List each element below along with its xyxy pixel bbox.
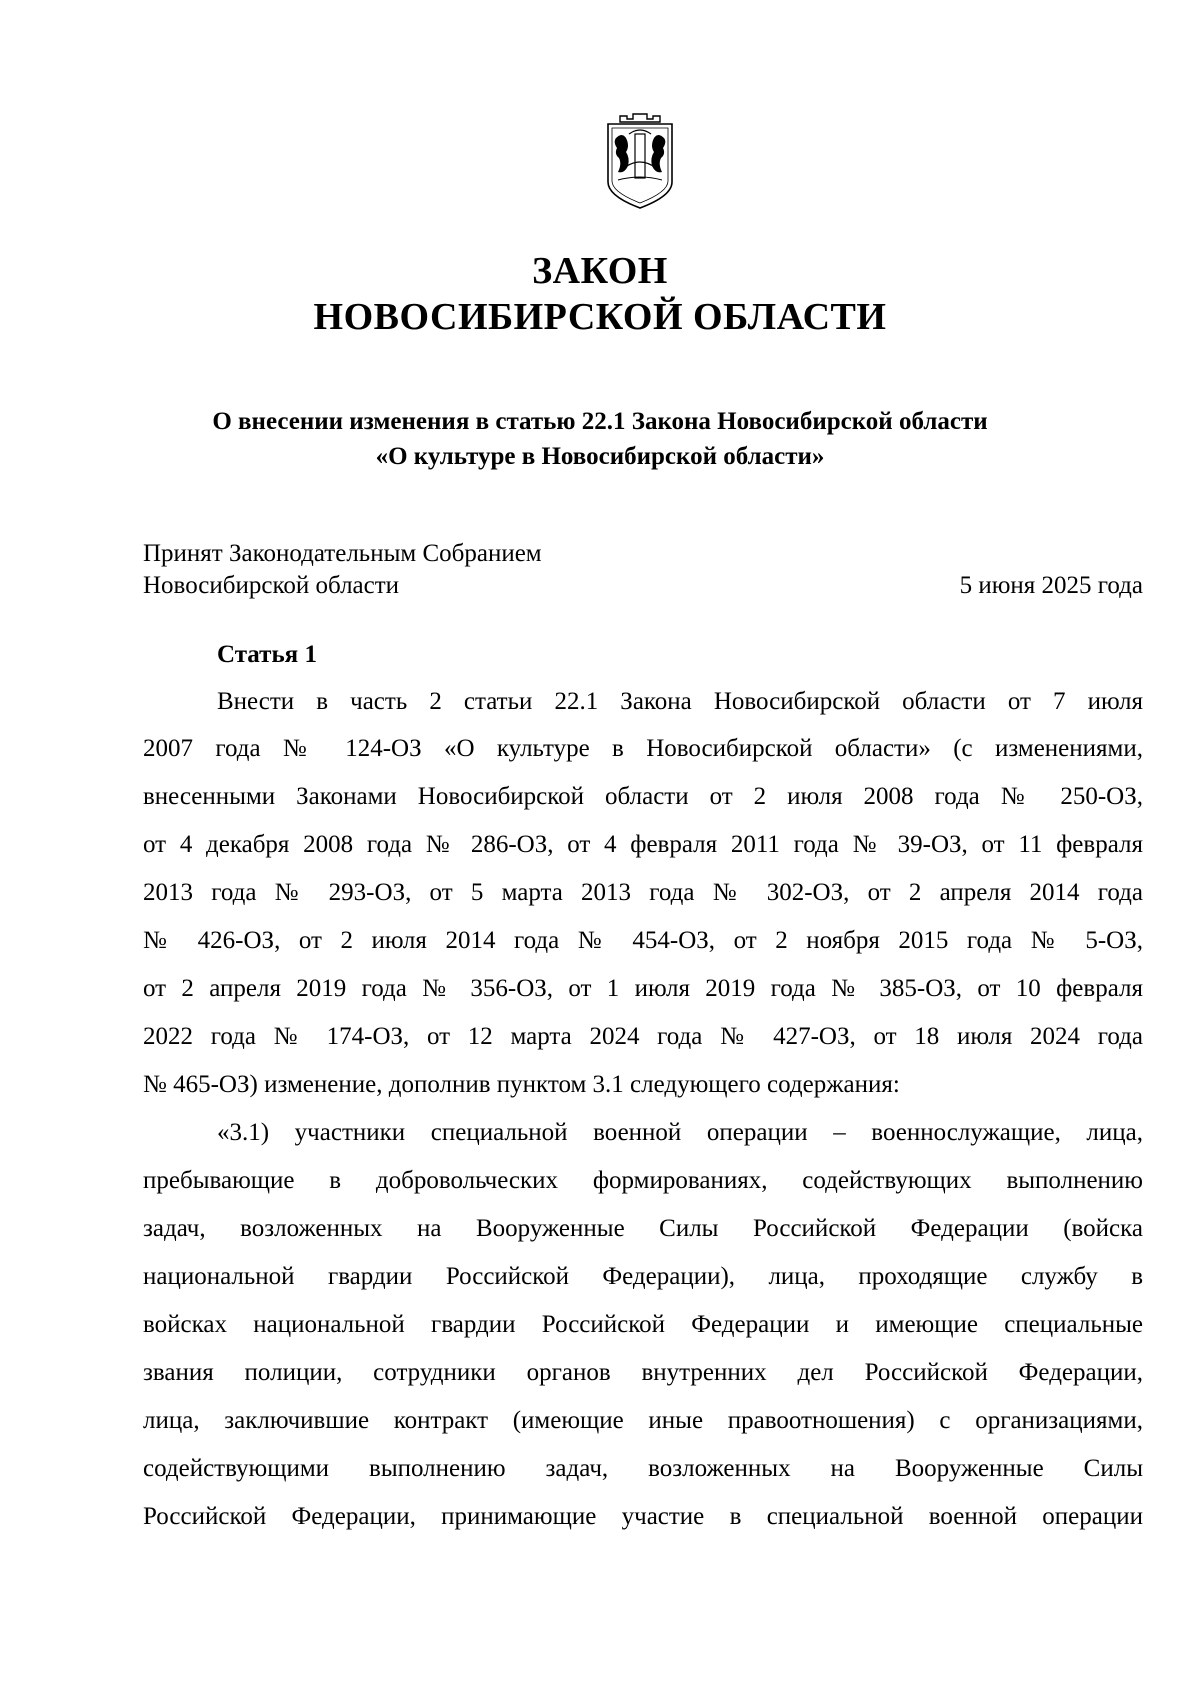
adoption-body-line-2: Новосибирской области [143, 572, 400, 599]
article-text-line: от 4 декабря 2008 года № 286-ОЗ, от 4 февраля 2011 года № 39-ОЗ, от 11 февраля [143, 831, 1143, 858]
article-text-line: задач, возложенных на Вооруженные Силы Российской Федерации (войска [143, 1215, 1143, 1242]
article-text-line: 2022 года № 174-ОЗ, от 12 марта 2024 года № 427-ОЗ, от 18 июля 2024 года [143, 1023, 1143, 1050]
law-region-title: НОВОСИБИРСКОЙ ОБЛАСТИ [313, 296, 887, 338]
adoption-body-line-1: Принят Законодательным Собранием [143, 540, 542, 567]
article-text-line: 2007 года № 124-ОЗ «О культуре в Новосибирской области» (с изменениями, [143, 735, 1143, 762]
article-text-line: Внести в часть 2 статьи 22.1 Закона Новосибирской области от 7 июля [217, 688, 1143, 715]
article-text-line: от 2 апреля 2019 года № 356-ОЗ, от 1 июля 2019 года № 385-ОЗ, от 10 февраля [143, 975, 1143, 1002]
law-subject-line-1: О внесении изменения в статью 22.1 Закона Новосибирской области [212, 408, 988, 435]
article-text-line: содействующими выполнению задач, возложенных на Вооруженные Силы [143, 1455, 1143, 1482]
article-text-line: звания полиции, сотрудники органов внутренних дел Российской Федерации, [143, 1359, 1143, 1386]
article-text-line: № 465-ОЗ) изменение, дополнив пунктом 3.1 следующего содержания: [143, 1071, 900, 1098]
law-title: ЗАКОН [532, 250, 668, 292]
article-text-line: «3.1) участники специальной военной операции – военнослужащие, лица, [217, 1119, 1143, 1146]
article-text-line: лица, заключившие контракт (имеющие иные правоотношения) с организациями, [143, 1407, 1143, 1434]
coat-of-arms-icon [600, 112, 680, 212]
article-text-line: войсках национальной гвардии Российской Федерации и имеющие специальные [143, 1311, 1143, 1338]
article-text-line: № 426-ОЗ, от 2 июля 2014 года № 454-ОЗ, от 2 ноября 2015 года № 5-ОЗ, [143, 927, 1143, 954]
article-text-line: 2013 года № 293-ОЗ, от 5 марта 2013 года № 302-ОЗ, от 2 апреля 2014 года [143, 879, 1143, 906]
article-text-line: пребывающие в добровольческих формированиях, содействующих выполнению [143, 1167, 1143, 1194]
article-text-line: внесенными Законами Новосибирской области от 2 июля 2008 года № 250-ОЗ, [143, 783, 1143, 810]
adoption-date: 5 июня 2025 года [959, 572, 1143, 599]
article-heading: Статья 1 [217, 641, 317, 668]
article-text-line: национальной гвардии Российской Федерации), лица, проходящие службу в [143, 1263, 1143, 1290]
law-subject-line-2: «О культуре в Новосибирской области» [375, 443, 825, 470]
article-text-line: Российской Федерации, принимающие участие в специальной военной операции [143, 1503, 1143, 1530]
